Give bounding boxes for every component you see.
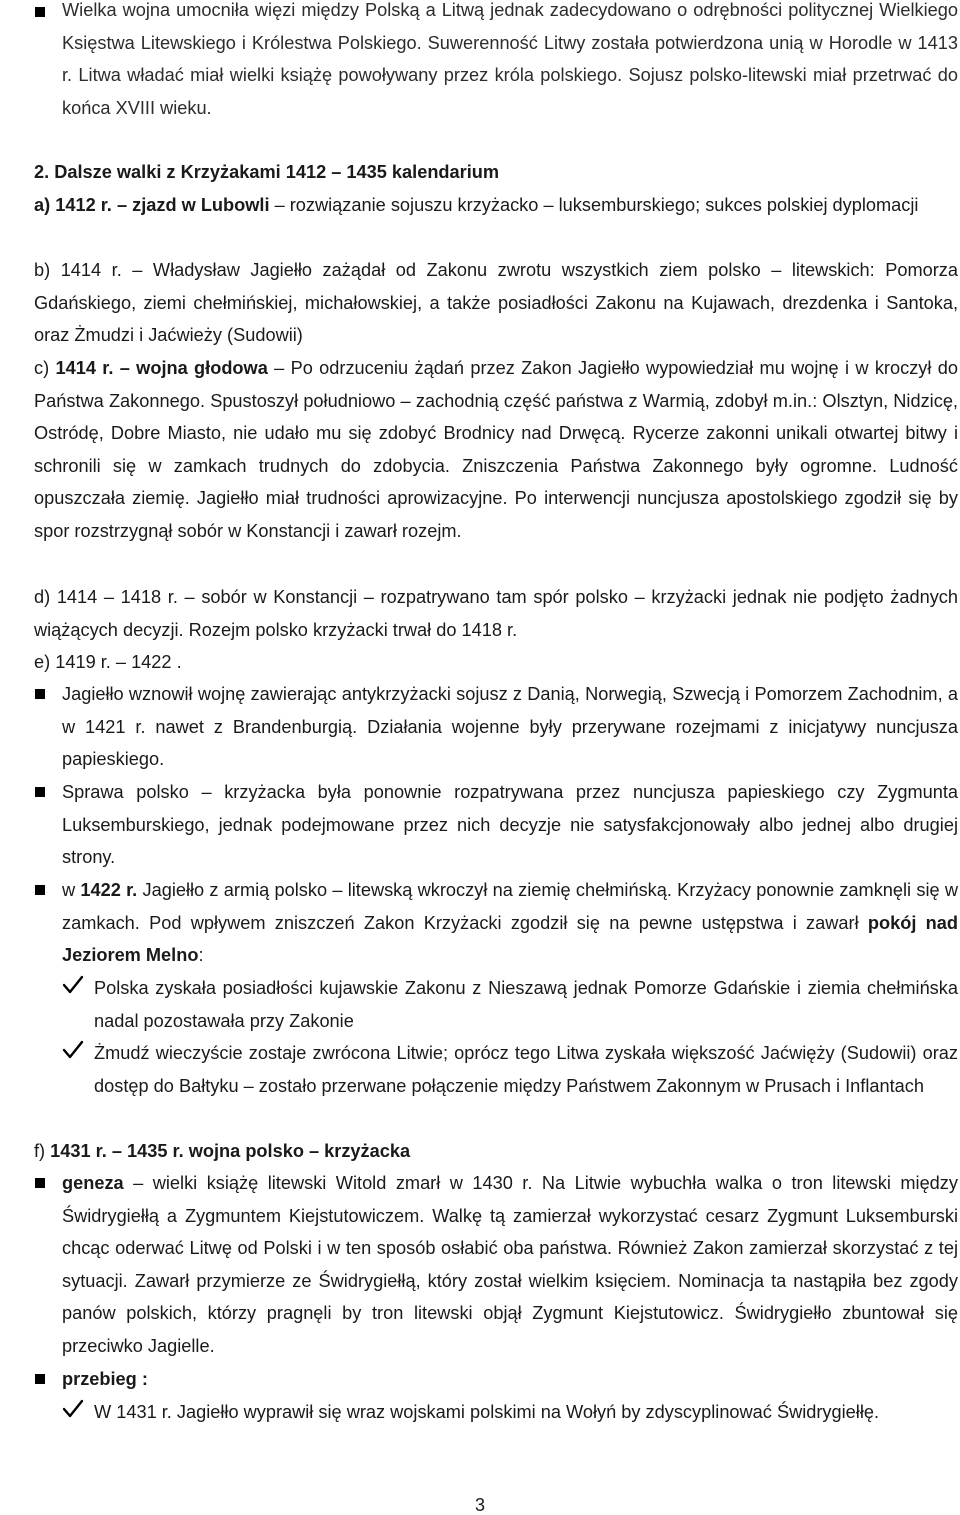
item-f-title: 1431 r. – 1435 r. wojna polsko – krzyżacka bbox=[50, 1141, 411, 1161]
item-d-prefix: d) 1414 – 1418 r. bbox=[34, 587, 178, 607]
square-bullet-icon bbox=[35, 7, 45, 17]
item-b-text: – Władysław Jagiełło zażądał od Zakonu zwrotu wszystkich ziem polsko – litewskich: Pomorza Gdańskiego, ziemi chełmińskiej, michałowskiej, a także posiadłości Zakonu na Kujawach, drezdenka i Santoka, oraz Żmudzi i Jaćwieży (Sudowii) bbox=[34, 260, 958, 346]
checkmark-icon bbox=[62, 1398, 84, 1420]
square-bullet-icon bbox=[35, 885, 45, 895]
item-f-geneza bbox=[62, 1167, 958, 1363]
checkmark-icon bbox=[62, 1039, 84, 1061]
item-a-title: – zjazd w Lubowli bbox=[116, 195, 270, 215]
item-f-prefix: f) bbox=[34, 1141, 51, 1161]
item-e-bullet-3-post: : bbox=[198, 945, 204, 966]
square-bullet-icon bbox=[35, 787, 45, 797]
item-a bbox=[34, 189, 958, 222]
item-c-text: – Po odrzuceniu żądań przez Zakon Jagiełło wypowiedział mu wojnę i w kroczył do Państwa Zakonnego. Spustoszył południowo – zachodnią część państwa z Warmią, zdobył m.in.: Olsztyn, Nidzicę, Ostródę, Dobre Miasto, nie udało mu się zdobyć Brodnicy nad Drwęcą. Rycerze zakonni unikali otwartej bitwy i schronili się w zamkach trudnych do zdobycia. Zniszczenia Państwa Zakonnego były ogromne. Ludność opuszczała ziemię. Jagiełło miał trudności aprowizacyjne. Po interwencji nuncjusza apostolskiego zgodził się by spor rozstrzygnął sobór w Konstancji i zawarł rozejm. bbox=[34, 358, 958, 541]
square-bullet-icon bbox=[35, 1374, 45, 1384]
item-e-label: e) 1419 r. – 1422 . bbox=[34, 652, 182, 672]
item-b-prefix: b) 1414 r. bbox=[34, 260, 122, 280]
item-c-date: 1414 r. bbox=[55, 358, 114, 378]
square-bullet-icon bbox=[35, 1178, 45, 1188]
item-c-title: – wojna głodowa bbox=[113, 358, 268, 378]
item-e-bullet-3-pre: w bbox=[62, 880, 81, 900]
item-e-bullet-3-treaty: pokój nad Jeziorem Melno bbox=[62, 912, 958, 966]
item-a-text: – rozwiązanie sojuszu krzyżacko – luksemburskiego; sukces polskiej dyplomacji bbox=[269, 195, 919, 215]
item-e-bullet-3 bbox=[62, 874, 958, 972]
page-number: 3 bbox=[474, 1495, 485, 1515]
item-b bbox=[34, 254, 958, 352]
item-e-check-2: Żmudź wieczyście zostaje zwrócona Litwie; oprócz tego Litwa zyskała większość Jaćwięży (Sudowii) oraz dostęp do Bałtyku – zostało przerwane połączenie między Państwem Zakonnym w Prusach i Inflantach bbox=[94, 1043, 958, 1096]
item-e-bullet-3-text: Jagiełło z armią polsko – litewską wkroczył na ziemię chełmińską. Krzyżacy ponownie zamknęli się w zamkach. Pod wpływem zniszczeń Zakon Krzyżacki zgodził się na pewne ustępstwa i zawarł bbox=[62, 880, 958, 933]
item-a-date: a) 1412 r. bbox=[34, 195, 112, 215]
item-f-heading bbox=[34, 1135, 958, 1168]
checkmark-icon bbox=[62, 974, 84, 996]
item-e-bullet-3-date: 1422 r. bbox=[80, 880, 138, 900]
item-f-przebieg-title: przebieg : bbox=[62, 1369, 148, 1389]
item-e-bullet-2: Sprawa polsko – krzyżacka była ponownie rozpatrywana przez nuncjusza papieskiego czy Zygmunta Luksemburskiego, jednak podejmowane przez nich decyzje nie satysfakcjonowały albo jednej albo drugiej strony. bbox=[62, 782, 958, 868]
item-f-przebieg-label bbox=[62, 1363, 958, 1396]
item-f-geneza-label: geneza bbox=[62, 1173, 124, 1193]
item-c-prefix: c) bbox=[34, 358, 56, 378]
intro-paragraph: Wielka wojna umocniła więzi między Polską a Litwą jednak zadecydowano o odrębności politycznej Wielkiego Księstwa Litewskiego i Królestwa Polskiego. Suwerenność Litwy została potwierdzona unią w Horodle w 1413 r. Litwa władać miał wielki książę powoływany przez króla polskiego. Sojusz polsko-litewski miał przetrwać do końca XVIII wieku. bbox=[62, 0, 958, 118]
item-f-przebieg-check: W 1431 r. Jagiełło wyprawił się wraz wojskami polskimi na Wołyń by zdyscyplinować Świdrygiełłę. bbox=[94, 1402, 880, 1422]
square-bullet-icon bbox=[35, 689, 45, 699]
item-d bbox=[34, 581, 958, 646]
item-c bbox=[34, 352, 958, 548]
section-heading: 2. Dalsze walki z Krzyżakami 1412 – 1435 kalendarium bbox=[34, 162, 500, 182]
item-d-text: – sobór w Konstancji – rozpatrywano tam spór polsko – krzyżacki jednak nie podjęto żadnych wiążących decyzji. Rozejm polsko krzyżacki trwał do 1418 r. bbox=[34, 587, 958, 640]
item-e-bullet-1: Jagiełło wznowił wojnę zawierając antykrzyżacki sojusz z Danią, Norwegią, Szwecją i Pomorzem Zachodnim, a w 1421 r. nawet z Brandenburgią. Działania wojenne były przerywane rozejmami z inicjatywy nuncjusza papieskiego. bbox=[62, 684, 958, 770]
item-e-check-1: Polska zyskała posiadłości kujawskie Zakonu z Nieszawą jednak Pomorze Gdańskie i ziemia chełmińska nadal pozostawała przy Zakonie bbox=[94, 978, 958, 1031]
item-f-geneza-text: – wielki książę litewski Witold zmarł w 1430 r. Na Litwie wybuchła walka o tron litewski między Świdrygiełłą a Zygmuntem Kiejstutowiczem. Walkę tą zamierzał wykorzystać cesarz Zygmunt Luksemburski chcąc oderwać Litwę od Polski i w ten sposób osłabić oba państwa. Również Zakon zamierzał skorzystać z tej sytuacji. Zawarł przymierze ze Świdrygiełłą, który został wielkim księciem. Nominacja ta nastąpiła bez zgody panów polskich, którzy pragnęli by tron litewski objął Zygmunt Kiejstutowicz. Świdrygiełło zbuntował się przeciwko Jagielle. bbox=[62, 1173, 958, 1356]
